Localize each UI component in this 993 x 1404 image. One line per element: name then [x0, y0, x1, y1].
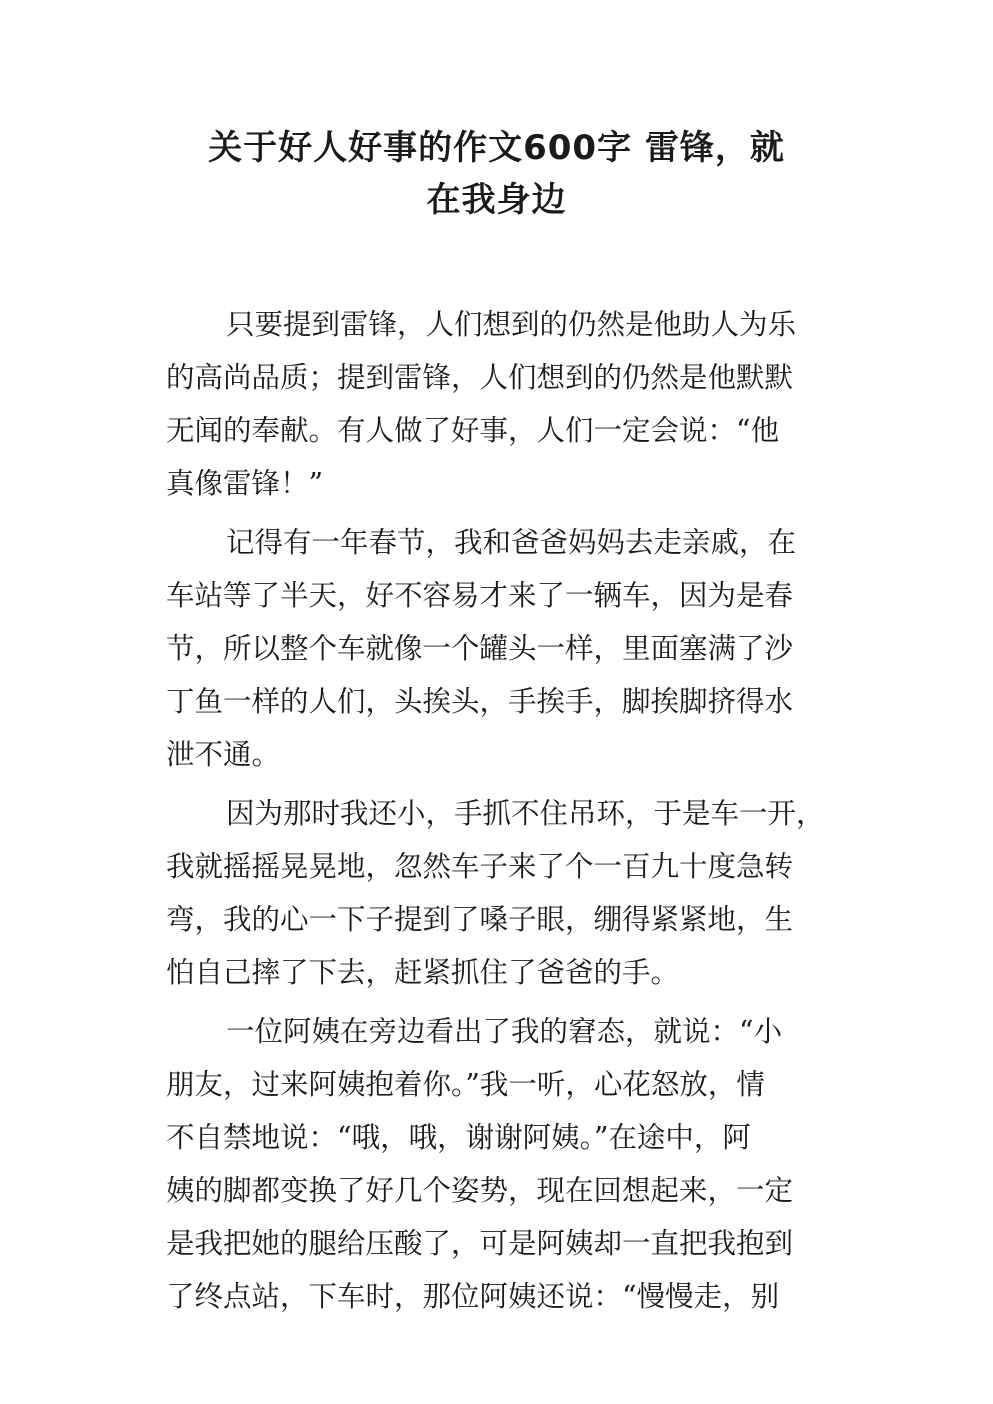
paragraph-2	[166, 516, 866, 781]
document-title	[160, 122, 833, 226]
text-line: 无闻的奉献。有人做了好事，人们一定会说：“他	[166, 414, 780, 447]
text-line: 是我把她的腿给压酸了，可是阿姨却一直把我抱到	[166, 1227, 794, 1260]
text-line: 弯，我的心一下子提到了嗓子眼，绷得紧紧地，生	[166, 903, 794, 936]
text-line: 记得有一年春节，我和爸爸妈妈去走亲戚，在	[226, 526, 797, 559]
text-line: 姨的脚都变换了好几个姿势，现在回想起来，一定	[166, 1174, 794, 1207]
text-line: 了终点站，下车时，那位阿姨还说：“慢慢走，别	[166, 1280, 780, 1313]
paragraph-4	[166, 1005, 866, 1323]
document-body	[166, 298, 866, 1329]
text-line: 一位阿姨在旁边看出了我的窘态，就说：“小	[226, 1015, 783, 1048]
text-line: 因为那时我还小，手抓不住吊环，于是车一开，	[226, 797, 825, 830]
paragraph-1	[166, 298, 866, 510]
paragraph-3	[166, 787, 866, 999]
text-line: 只要提到雷锋，人们想到的仍然是他助人为乐	[226, 308, 797, 341]
text-line: 真像雷锋！”	[166, 467, 324, 500]
text-line: 朋友，过来阿姨抱着你。”我一听，心花怒放，情	[166, 1068, 765, 1101]
text-line: 节，所以整个车就像一个罐头一样，里面塞满了沙	[166, 632, 794, 665]
text-line: 车站等了半天，好不容易才来了一辆车，因为是春	[166, 579, 794, 612]
title-line: 在我身边	[426, 180, 567, 220]
text-line: 我就摇摇晃晃地，忽然车子来了个一百九十度急转	[166, 850, 794, 883]
title-line: 关于好人好事的作文600字 雷锋，就	[208, 128, 785, 168]
text-line: 丁鱼一样的人们，头挨头，手挨手，脚挨脚挤得水	[166, 685, 794, 718]
text-line: 怕自己摔了下去，赶紧抓住了爸爸的手。	[166, 956, 680, 989]
text-line: 泄不通。	[166, 738, 281, 771]
text-line: 的高尚品质；提到雷锋，人们想到的仍然是他默默	[166, 361, 794, 394]
text-line: 不自禁地说：“哦，哦，谢谢阿姨。”在途中，阿	[166, 1121, 751, 1154]
